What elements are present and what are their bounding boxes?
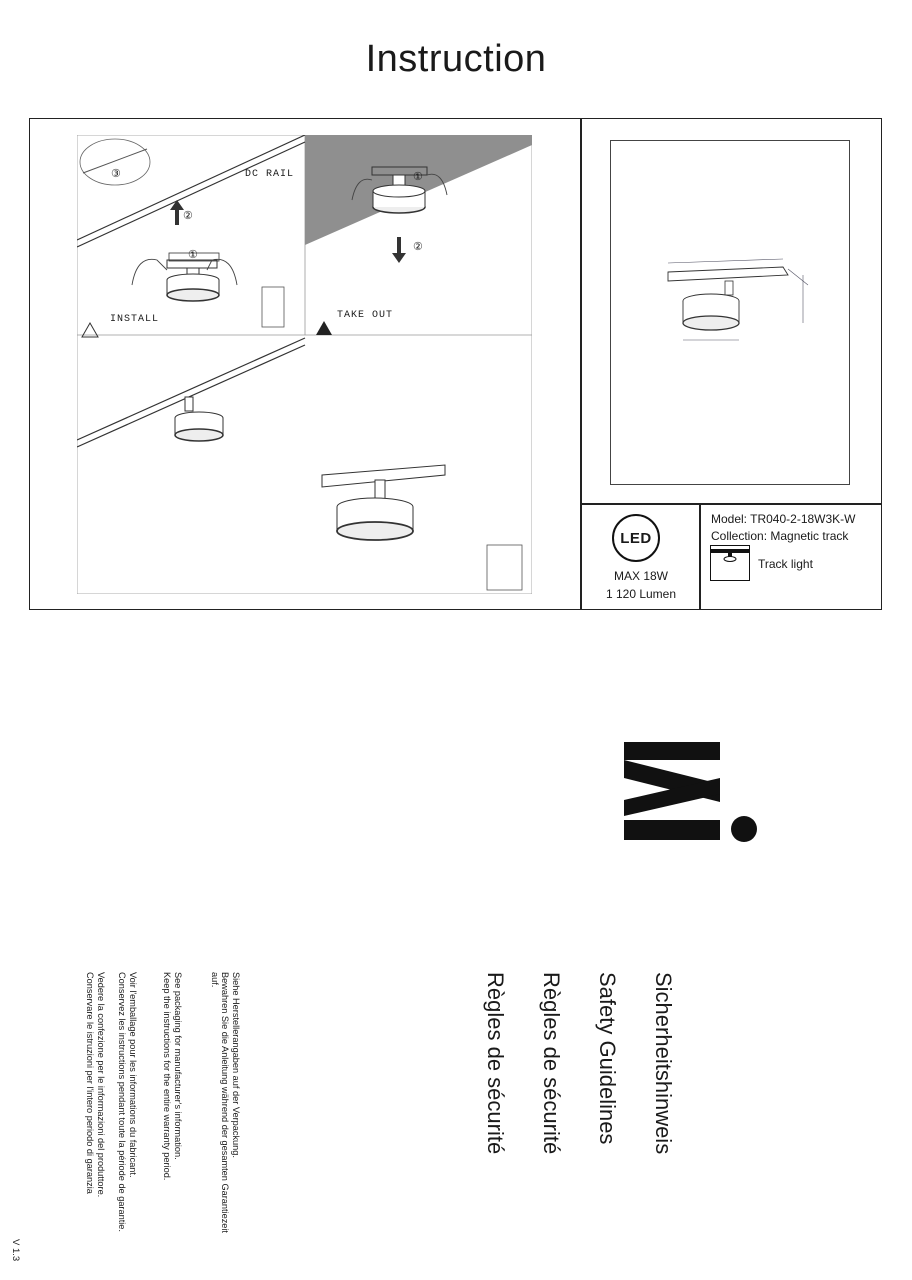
track-light-icon xyxy=(710,545,750,581)
step-label: ③ xyxy=(111,168,121,180)
brand-logo xyxy=(620,742,760,842)
rail-label: DC RAIL xyxy=(245,169,295,180)
technical-drawing xyxy=(603,135,857,490)
safety-text-de: Siehe Herstellerangaben auf der Verpackung. Bewahren Sie die Anleitung während der gesamten Garantiezeit auf. xyxy=(210,972,241,1233)
safety-text-fr: Voir l'emballage pour les informations du fabricant. Conservez les instructions pendant toute la période de garantie. xyxy=(117,972,138,1232)
divider xyxy=(699,503,701,610)
safety-text-it: Vedere la confezione per le informazioni del produttore. Conservare le istruzioni per l'intero periodo di garanzia xyxy=(85,972,106,1198)
page-title: Instruction xyxy=(365,38,547,80)
install-label: INSTALL xyxy=(110,314,160,325)
installation-diagram xyxy=(77,135,532,594)
safety-heading: Règles de sécurité xyxy=(539,972,564,1155)
safety-text-en: See packaging for manufacturer's information. Keep the instructions for the entire warranty period. xyxy=(162,972,183,1181)
divider xyxy=(580,118,582,610)
led-icon: LED xyxy=(612,514,660,562)
step-label: ② xyxy=(183,210,193,222)
safety-heading: Règles de sécurité xyxy=(483,972,508,1155)
step-label: ① xyxy=(188,249,198,261)
divider xyxy=(580,503,882,505)
version-label: V 1.3 xyxy=(10,1239,21,1262)
lumen: 1 120 Lumen xyxy=(605,587,677,601)
safety-heading: Safety Guidelines xyxy=(595,972,620,1145)
step-label: ② xyxy=(413,241,423,253)
takeout-label: TAKE OUT xyxy=(337,310,394,321)
model: Model: TR040-2-18W3K-W xyxy=(711,512,856,526)
track-light-label: Track light xyxy=(758,557,813,571)
collection: Collection: Magnetic track xyxy=(711,529,849,543)
step-label: ① xyxy=(413,171,423,183)
safety-heading: Sicherheitshinweis xyxy=(651,972,676,1155)
max-power: MAX 18W xyxy=(613,569,668,583)
